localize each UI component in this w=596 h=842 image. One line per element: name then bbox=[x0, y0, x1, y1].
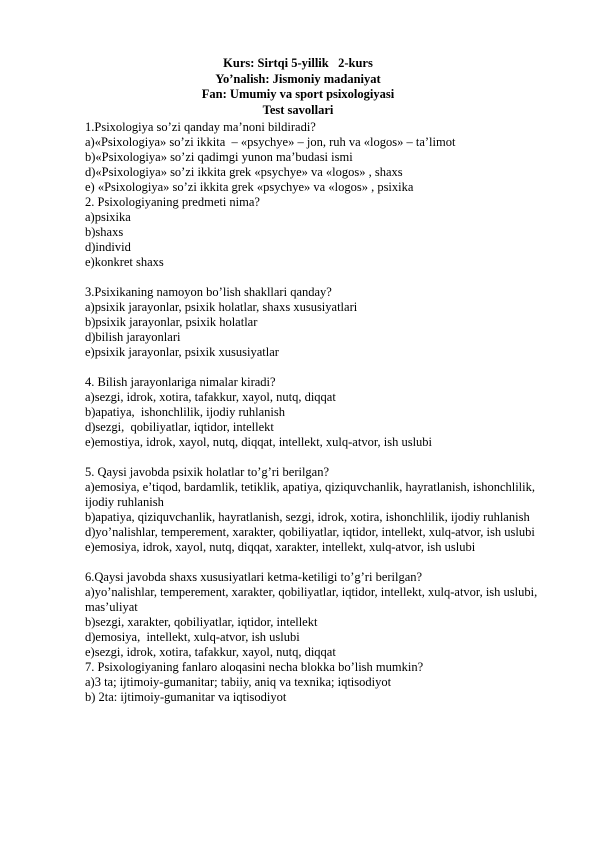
question-text: 4. Bilish jarayonlariga nimalar kiradi? bbox=[85, 375, 276, 389]
answer-option: d)emosiya, intellekt, xulq-atvor, ish uslubi bbox=[85, 630, 300, 644]
answer-option: b)shaxs bbox=[85, 225, 124, 239]
answer-option: e)psixik jarayonlar, psixik xususiyatlar bbox=[85, 345, 279, 359]
question-text: 2. Psixologiyaning predmeti nima? bbox=[85, 195, 260, 209]
course-line: Kurs: Sirtqi 5-yillik 2-kurs bbox=[223, 56, 373, 70]
answer-option: e)konkret shaxs bbox=[85, 255, 164, 269]
question-text: 3.Psixikaning namoyon bo’lish shakllari qanday? bbox=[85, 285, 332, 299]
answer-option: b)psixik jarayonlar, psixik holatlar bbox=[85, 315, 258, 329]
question-text: 1.Psixologiya so’zi qanday ma’noni bildiradi? bbox=[85, 120, 316, 134]
question-block bbox=[85, 120, 540, 195]
answer-option: a)yo’nalishlar, temperement, xarakter, qobiliyatlar, iqtidor, intellekt, xulq-atvor, ish uslubi, mas’uliyat bbox=[85, 585, 538, 614]
answer-option: b) 2ta: ijtimoiy-gumanitar va iqtisodiyot bbox=[85, 690, 287, 704]
question-block bbox=[85, 375, 540, 450]
answer-option: e)emostiya, idrok, xayol, nutq, diqqat, intellekt, xulq-atvor, ish uslubi bbox=[85, 435, 433, 449]
answer-option: a)sezgi, idrok, xotira, tafakkur, xayol, nutq, diqqat bbox=[85, 390, 336, 404]
answer-option: a)psixika bbox=[85, 210, 131, 224]
answer-option: a)emosiya, e’tiqod, bardamlik, tetiklik, apatiya, qiziquvchanlik, hayratlanish, ishonchlilik, ijodiy ruhlanish bbox=[85, 480, 536, 509]
answer-option: d)yo’nalishlar, temperement, xarakter, qobiliyatlar, iqtidor, intellekt, xulq-atvor, ish uslubi bbox=[85, 525, 535, 539]
direction-line: Yo’nalish: Jismoniy madaniyat bbox=[215, 71, 381, 86]
test-title: Test savollari bbox=[262, 102, 334, 117]
answer-option: d)bilish jarayonlari bbox=[85, 330, 181, 344]
answer-option: b)sezgi, xarakter, qobiliyatlar, iqtidor, intellekt bbox=[85, 615, 318, 629]
question-block bbox=[85, 570, 540, 660]
answer-option: a)3 ta; ijtimoiy-gumanitar; tabiiy, aniq va texnika; iqtisodiyot bbox=[85, 675, 392, 689]
answer-option: e)emosiya, idrok, xayol, nutq, diqqat, xarakter, intellekt, xulq-atvor, ish uslubi bbox=[85, 540, 476, 554]
answer-option: a)«Psixologiya» so’zi ikkita – «psychye» – jon, ruh va «logos» – ta’limot bbox=[85, 135, 456, 149]
answer-option: e) «Psixologiya» so’zi ikkita grek «psychye» va «logos» , psixika bbox=[85, 180, 414, 194]
question-block bbox=[85, 465, 540, 555]
question-block bbox=[85, 285, 540, 360]
subject-line: Fan: Umumiy va sport psixologiyasi bbox=[201, 87, 395, 101]
answer-option: b)«Psixologiya» so’zi qadimgi yunon ma’budasi ismi bbox=[85, 150, 353, 164]
answer-option: a)psixik jarayonlar, psixik holatlar, shaxs xususiyatlari bbox=[85, 300, 358, 314]
question-text: 6.Qaysi javobda shaxs xususiyatlari ketma-ketiligi to’g’ri berilgan? bbox=[85, 570, 423, 584]
answer-option: b)apatiya, qiziquvchanlik, hayratlanish, sezgi, idrok, xotira, ishonchlilik, ijodiy ruhlanish bbox=[85, 510, 530, 524]
questions-list bbox=[85, 120, 540, 705]
answer-option: d)sezgi, qobiliyatlar, iqtidor, intellekt bbox=[85, 420, 274, 434]
answer-option: b)apatiya, ishonchlilik, ijodiy ruhlanish bbox=[85, 405, 285, 419]
question-block bbox=[85, 195, 540, 270]
answer-option: d)«Psixologiya» so’zi ikkita grek «psychye» va «logos» , shaxs bbox=[85, 165, 403, 179]
question-text: 7. Psixologiyaning fanlaro aloqasini necha blokka bo’lish mumkin? bbox=[85, 660, 424, 674]
answer-option: e)sezgi, idrok, xotira, tafakkur, xayol, nutq, diqqat bbox=[85, 645, 336, 659]
question-text: 5. Qaysi javobda psixik holatlar to’g’ri berilgan? bbox=[85, 465, 330, 479]
answer-option: d)individ bbox=[85, 240, 131, 254]
question-block bbox=[85, 660, 540, 705]
document-header bbox=[0, 56, 596, 118]
